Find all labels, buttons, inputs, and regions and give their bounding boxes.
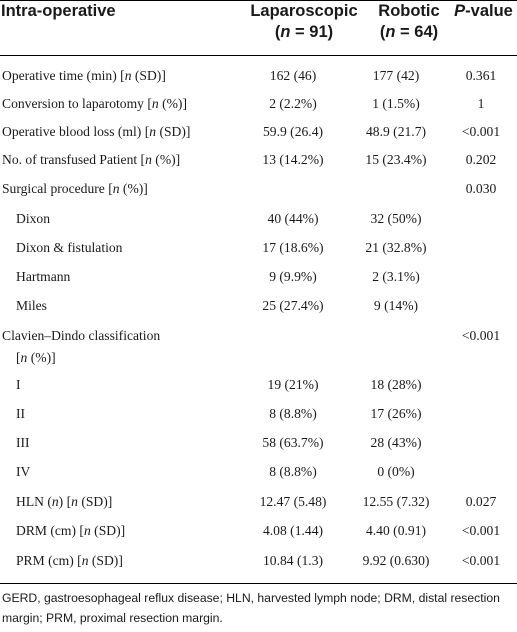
cell-laparoscopic: 58 (63.7%) [262, 435, 324, 450]
cell-p-value: <0.001 [461, 523, 501, 538]
cell-laparoscopic: 162 (46) [269, 68, 317, 83]
cell-laparoscopic: 59.9 (26.4) [262, 124, 324, 139]
table-footnote: GERD, gastroesophageal reflux disease; HLN, harvested lymph node; DRM, distal resection margin; PRM, proximal resection margin. [2, 591, 500, 625]
row-label: Operative blood loss (ml) [n (SD)] [2, 124, 191, 139]
row-label: Clavien–Dindo classification [2, 328, 161, 343]
row-label: DRM (cm) [n (SD)] [16, 523, 126, 538]
header-p-rest: -value [465, 2, 513, 20]
cell-laparoscopic: 13 (14.2%) [262, 152, 324, 167]
row-label: PRM (cm) [n (SD)] [16, 553, 123, 568]
bottom-rule [0, 583, 517, 584]
row-label: Operative time (min) [n (SD)] [2, 68, 166, 83]
cell-p-value: 0.202 [465, 152, 497, 167]
row-label: IV [16, 464, 31, 479]
header-laparoscopic [240, 1, 368, 43]
cell-p-value: <0.001 [461, 553, 501, 568]
row-label: HLN (n) [n (SD)] [16, 494, 113, 509]
row-label: Dixon & fistulation [16, 240, 123, 255]
cell-robotic: 17 (26%) [370, 406, 422, 421]
cell-robotic: 9 (14%) [373, 298, 419, 313]
cell-robotic: 12.55 (7.32) [362, 494, 430, 509]
row-label-continuation: [n (%)] [16, 350, 56, 365]
cell-laparoscopic: 2 (2.2%) [269, 96, 317, 111]
cell-robotic: 18 (28%) [370, 377, 422, 392]
cell-robotic: 2 (3.1%) [372, 269, 420, 284]
cell-robotic: 177 (42) [372, 68, 420, 83]
header-rule [0, 55, 517, 56]
cell-robotic: 32 (50%) [370, 211, 422, 226]
cell-p-value: 0.030 [465, 181, 497, 196]
cell-p-value: <0.001 [461, 328, 501, 343]
row-label: III [16, 435, 30, 450]
header-p-italic: P [454, 2, 466, 20]
row-label: Conversion to laparotomy [n (%)] [2, 96, 187, 111]
row-label: No. of transfused Patient [n (%)] [2, 152, 181, 167]
cell-laparoscopic: 8 (8.8%) [269, 464, 317, 479]
cell-laparoscopic: 25 (27.4%) [262, 298, 324, 313]
cell-robotic: 48.9 (21.7) [365, 124, 427, 139]
cell-robotic: 1 (1.5%) [372, 96, 420, 111]
header-laparoscopic-n: (n = 91) [274, 23, 334, 41]
cell-laparoscopic: 9 (9.9%) [269, 269, 317, 284]
cell-robotic: 0 (0%) [377, 464, 415, 479]
cell-p-value: 1 [477, 96, 485, 111]
cell-robotic: 15 (23.4%) [365, 152, 427, 167]
header-intra-operative: Intra-operative [1, 2, 116, 20]
cell-robotic: 9.92 (0.630) [362, 553, 430, 568]
table-header [0, 0, 517, 56]
row-label: Dixon [16, 211, 50, 226]
header-p-value [450, 1, 517, 22]
cell-p-value: 0.027 [465, 494, 497, 509]
row-label: II [16, 406, 26, 421]
row-label: I [16, 377, 21, 392]
cell-laparoscopic: 17 (18.6%) [262, 240, 324, 255]
row-label: Hartmann [16, 269, 71, 284]
header-robotic-n: (n = 64) [379, 23, 439, 41]
cell-robotic: 4.40 (0.91) [365, 523, 427, 538]
cell-p-value: <0.001 [461, 124, 501, 139]
header-robotic-label: Robotic [378, 2, 440, 20]
cell-laparoscopic: 12.47 (5.48) [259, 494, 327, 509]
cell-robotic: 21 (32.8%) [365, 240, 427, 255]
cell-laparoscopic: 19 (21%) [267, 377, 319, 392]
cell-laparoscopic: 10.84 (1.3) [262, 553, 324, 568]
header-robotic [354, 1, 464, 43]
cell-laparoscopic: 8 (8.8%) [269, 406, 317, 421]
cell-robotic: 28 (43%) [370, 435, 422, 450]
cell-laparoscopic: 4.08 (1.44) [262, 523, 324, 538]
row-label: Miles [16, 298, 47, 313]
cell-laparoscopic: 40 (44%) [267, 211, 319, 226]
cell-p-value: 0.361 [465, 68, 497, 83]
header-laparoscopic-label: Laparoscopic [250, 2, 358, 20]
row-label: Surgical procedure [n (%)] [2, 181, 148, 196]
